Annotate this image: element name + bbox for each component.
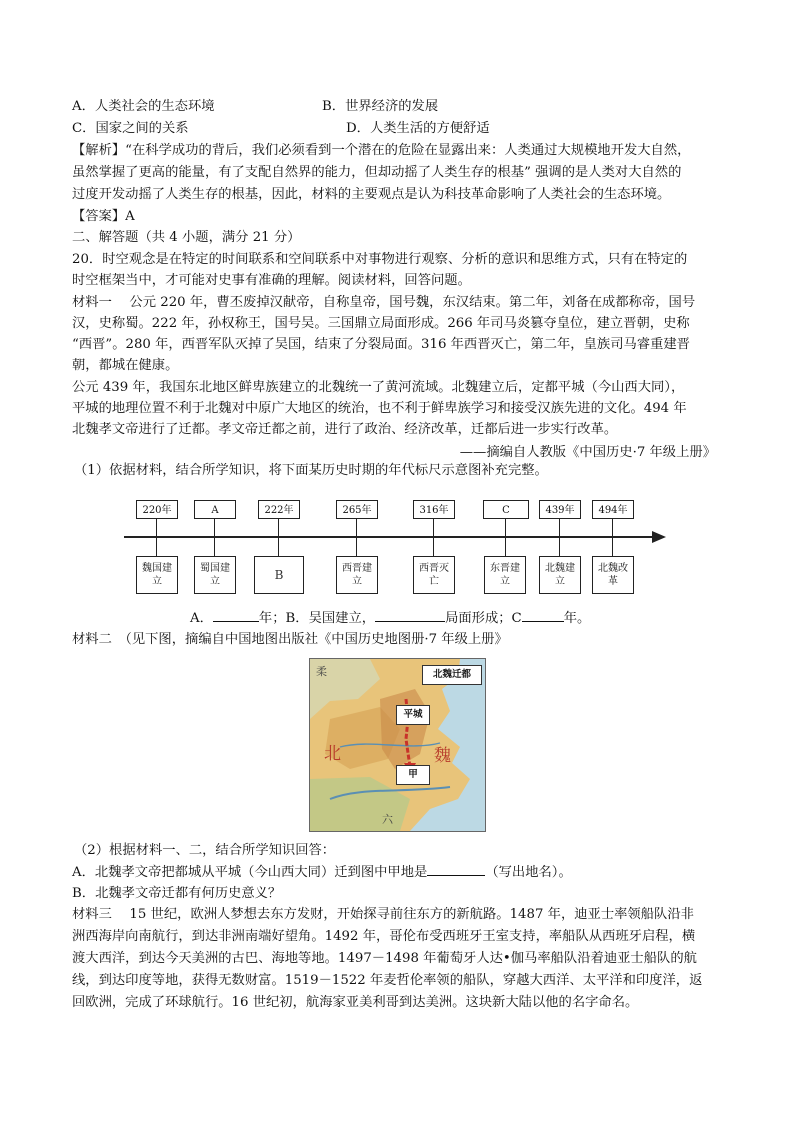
map-region-bei: 北: [324, 744, 341, 764]
material1-line-2: 汉，史称蜀。222 年，孙权称王，国号吴。三国鼎立局面形成。266 年司马炎篡夺皇位，建立晋朝，史称: [72, 316, 690, 331]
fill-in-line: A． 年；B．吴国建立， 局面形成；C 年。: [190, 611, 591, 626]
material1-line-6: 平城的地理位置不利于北魏对中原广大地区的统治，也不利于鲜卑族学习和接受汉族先进的文化。494 年: [72, 401, 687, 416]
timeline-top-439: 439年: [539, 500, 581, 519]
material3-line-2: 洲西海岸向南航行，到达非洲南端好望角。1492 年，哥伦布受西班牙王室支持，率船队从西班牙启程，横: [72, 929, 696, 944]
section-title: 二、解答题（共 4 小题，满分 21 分）: [72, 230, 301, 245]
timeline-top-c: C: [483, 500, 529, 519]
blank-c[interactable]: [522, 609, 564, 622]
timeline-top-220: 220年: [136, 500, 178, 519]
material2-title: 材料二 （见下图，摘编自中国地图出版社《中国历史地图册·7 年级上册》: [72, 632, 508, 647]
material1-line-3: “西晋”。280 年，西晋军队灭掉了吴国，结束了分裂局面。316 年西晋灭亡，第二年，皇族司马睿重建晋: [72, 337, 690, 352]
map-bottom-label: 六: [382, 813, 393, 826]
material3-line-5: 回欧洲，完成了环球航行。16 世纪初，航海家亚美利哥到达美洲。这块新大陆以他的名字命名。: [72, 995, 639, 1010]
timeline-bottom-beiwei: 北魏建立: [539, 556, 581, 594]
timeline-bottom-wei: 魏国建立: [136, 556, 178, 594]
timeline-bottom-reform: 北魏改革: [592, 556, 634, 594]
map-label-pingcheng: 平城: [396, 705, 430, 725]
timeline-top-265: 265年: [336, 500, 378, 519]
timeline-bottom-dongjin: 东晋建立: [484, 556, 526, 594]
analysis-line-1: 【解析】“在科学成功的背后，我们必须看到一个潜在的危险在显露出来：人类通过大规模地开发大自然，: [72, 143, 691, 158]
material3-line-3: 渡大西洋，到达今天美洲的古巴、海地等地。1497－1498 年葡萄牙人达•伽马率船队沿着迪亚士船队的航: [72, 951, 697, 966]
material1-line-1: 材料一 公元 220 年，曹丕废掉汉献帝，自称皇帝，国号魏，东汉结束。第二年，刘备在成都称帝，国号: [72, 295, 696, 310]
timeline-bottom-shu: 蜀国建立: [194, 556, 236, 594]
blank-jia[interactable]: [427, 863, 485, 876]
material1-line-4: 朝，都城在健康。: [72, 358, 179, 373]
map-region-wei: 魏: [434, 746, 451, 766]
timeline-bottom-xijin-fall: 西晋灭亡: [413, 556, 455, 594]
map-corner-label: 柔: [316, 665, 327, 678]
q20-intro-2: 时空框架当中，才可能对史事有准确的理解。阅读材料，回答问题。: [72, 273, 471, 288]
material3-line-4: 线，到达印度等地，获得无数财富。1519－1522 年麦哲伦率领的船队，穿越大西洋、太平洋和印度洋，返: [72, 973, 703, 988]
timeline-diagram: [124, 492, 668, 602]
sub-question-2b: B．北魏孝文帝迁都有何历史意义？: [72, 886, 282, 901]
timeline-top-a: A: [194, 500, 236, 519]
answer: 【答案】A: [72, 209, 135, 224]
sub-question-2: （2）根据材料一、二，结合所学知识回答：: [74, 843, 336, 858]
material1-line-7: 北魏孝文帝进行了迁都。孝文帝迁都之前，进行了政治、经济改革，迁都后进一步实行改革。: [72, 422, 618, 437]
option-d: D．人类生活的方便舒适: [346, 121, 490, 136]
map-label-jia: 甲: [396, 765, 430, 785]
timeline-top-494: 494年: [592, 500, 634, 519]
material1-source: ——摘编自人教版《中国历史·7 年级上册》: [459, 445, 716, 460]
timeline-arrow-icon: [652, 531, 666, 543]
map-title-box: 北魏迁都: [422, 665, 482, 685]
material3-line-1: 材料三 15 世纪，欧洲人梦想去东方发财，开始探寻前往东方的新航路。1487 年，迪亚士率领船队沿非: [72, 907, 694, 922]
timeline-top-222: 222年: [258, 500, 300, 519]
timeline-axis: [124, 536, 654, 538]
q20-intro-1: 20．时空观念是在特定的时间联系和空间联系中对事物进行观察、分析的意识和思维方式，只有在特定的: [72, 252, 688, 267]
beiwei-capital-map: [309, 658, 486, 832]
material1-line-5: 公元 439 年，我国东北地区鲜卑族建立的北魏统一了黄河流域。北魏建立后，定都平城（今山西大同），: [72, 380, 685, 395]
sub-question-2a: A．北魏孝文帝把都城从平城（今山西大同）迁到图中甲地是 （写出地名）。: [72, 865, 572, 880]
timeline-bottom-b: B: [254, 556, 304, 594]
timeline-bottom-xijin-founded: 西晋建立: [336, 556, 378, 594]
option-b: B．世界经济的发展: [322, 99, 439, 114]
analysis-line-2: 虽然掌握了更高的能量，有了支配自然界的能力，但却动摇了人类生存的根基” 强调的是人类对大自然的: [72, 165, 682, 180]
sub-question-1: （1）依据材料，结合所学知识，将下面某历史时期的年代标尺示意图补充完整。: [74, 463, 548, 478]
option-c: C．国家之间的关系: [72, 121, 189, 136]
timeline-top-316: 316年: [413, 500, 455, 519]
blank-a[interactable]: [213, 609, 259, 622]
option-a: A．人类社会的生态环境: [72, 99, 215, 114]
blank-b[interactable]: [375, 609, 445, 622]
analysis-line-3: 过度开发动摇了人类生存的根基，因此，材料的主要观点是认为科技革命影响了人类社会的生态环境。: [72, 187, 671, 202]
